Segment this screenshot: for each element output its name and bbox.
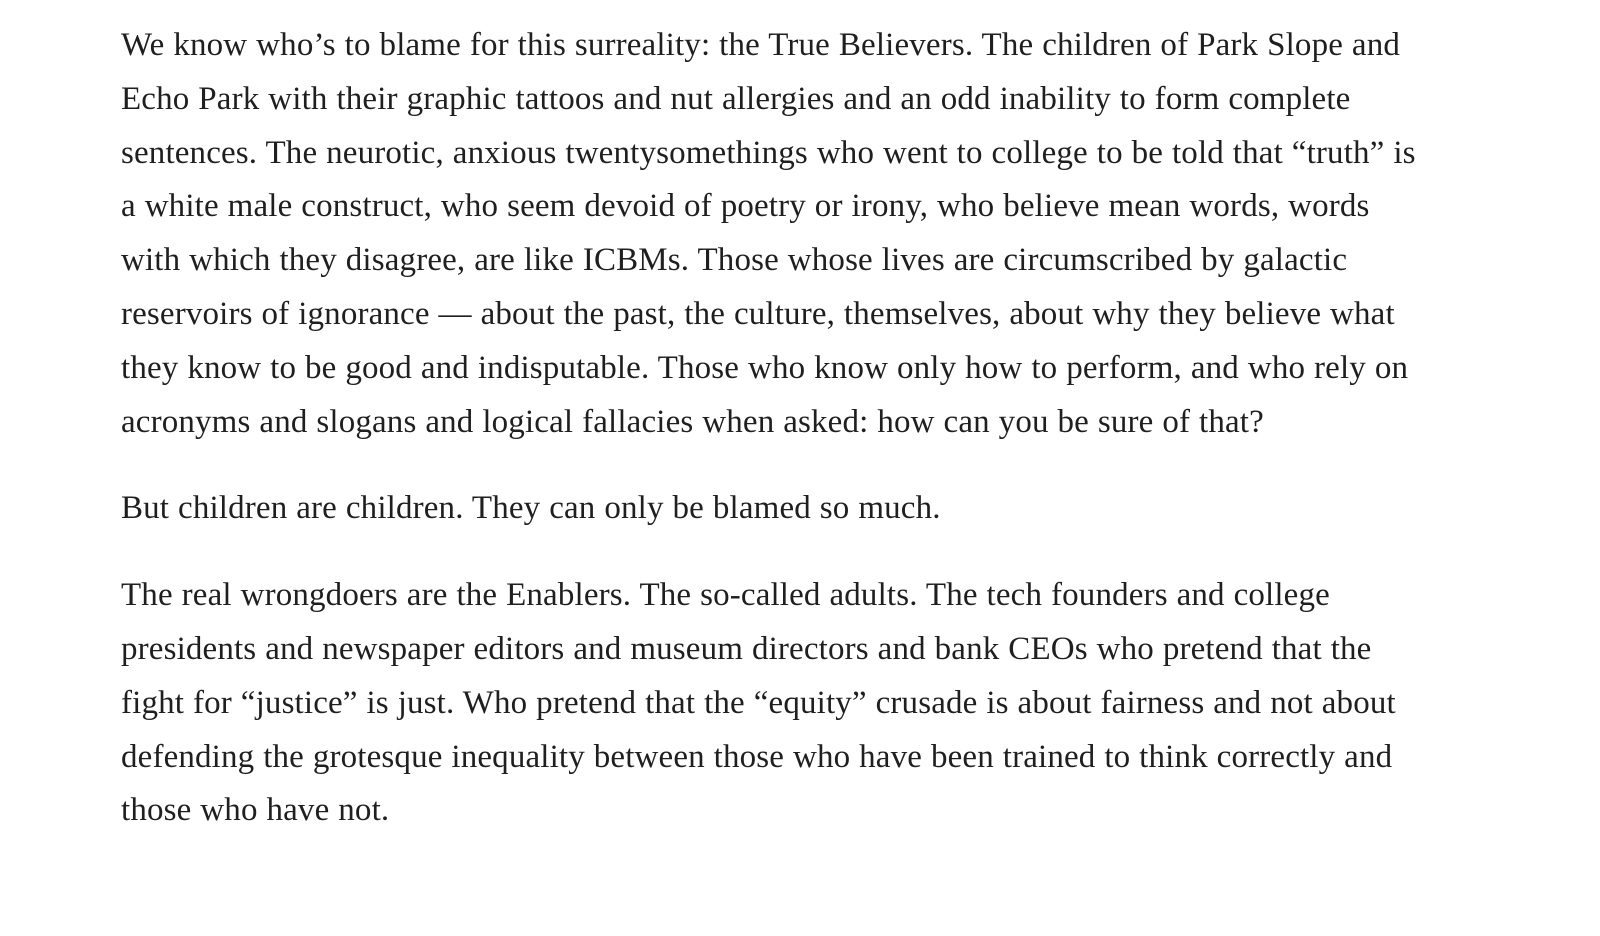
- article-body: [121, 19, 1421, 838]
- article-paragraph-enablers: The real wrongdoers are the Enablers. The so-called adults. The tech founders and college presidents and newspaper editors and museum directors and bank CEOs who pretend that the fight for “justice” is just. Who pretend that the “equity” crusade is about fairness and not about defending the grotesque inequality between those who have been trained to think correctly and those who have not.: [121, 577, 1396, 829]
- article-paragraph-children: But children are children. They can only be blamed so much.: [121, 490, 941, 527]
- article-paragraph-true-believers: We know who’s to blame for this surreality: the True Believers. The children of Park Slope and Echo Park with their graphic tattoos and nut allergies and an odd inability to form complete sentences. The neurotic, anxious twentysomethings who went to college to be told that “truth” is a white male construct, who seem devoid of poetry or irony, who believe mean words, words with which they disagree, are like ICBMs. Those whose lives are circumscribed by galactic reservoirs of ignorance — about the past, the culture, themselves, about why they believe what they know to be good and indisputable. Those who know only how to perform, and who rely on acronyms and slogans and logical fallacies when asked: how can you be sure of that?: [121, 27, 1416, 440]
